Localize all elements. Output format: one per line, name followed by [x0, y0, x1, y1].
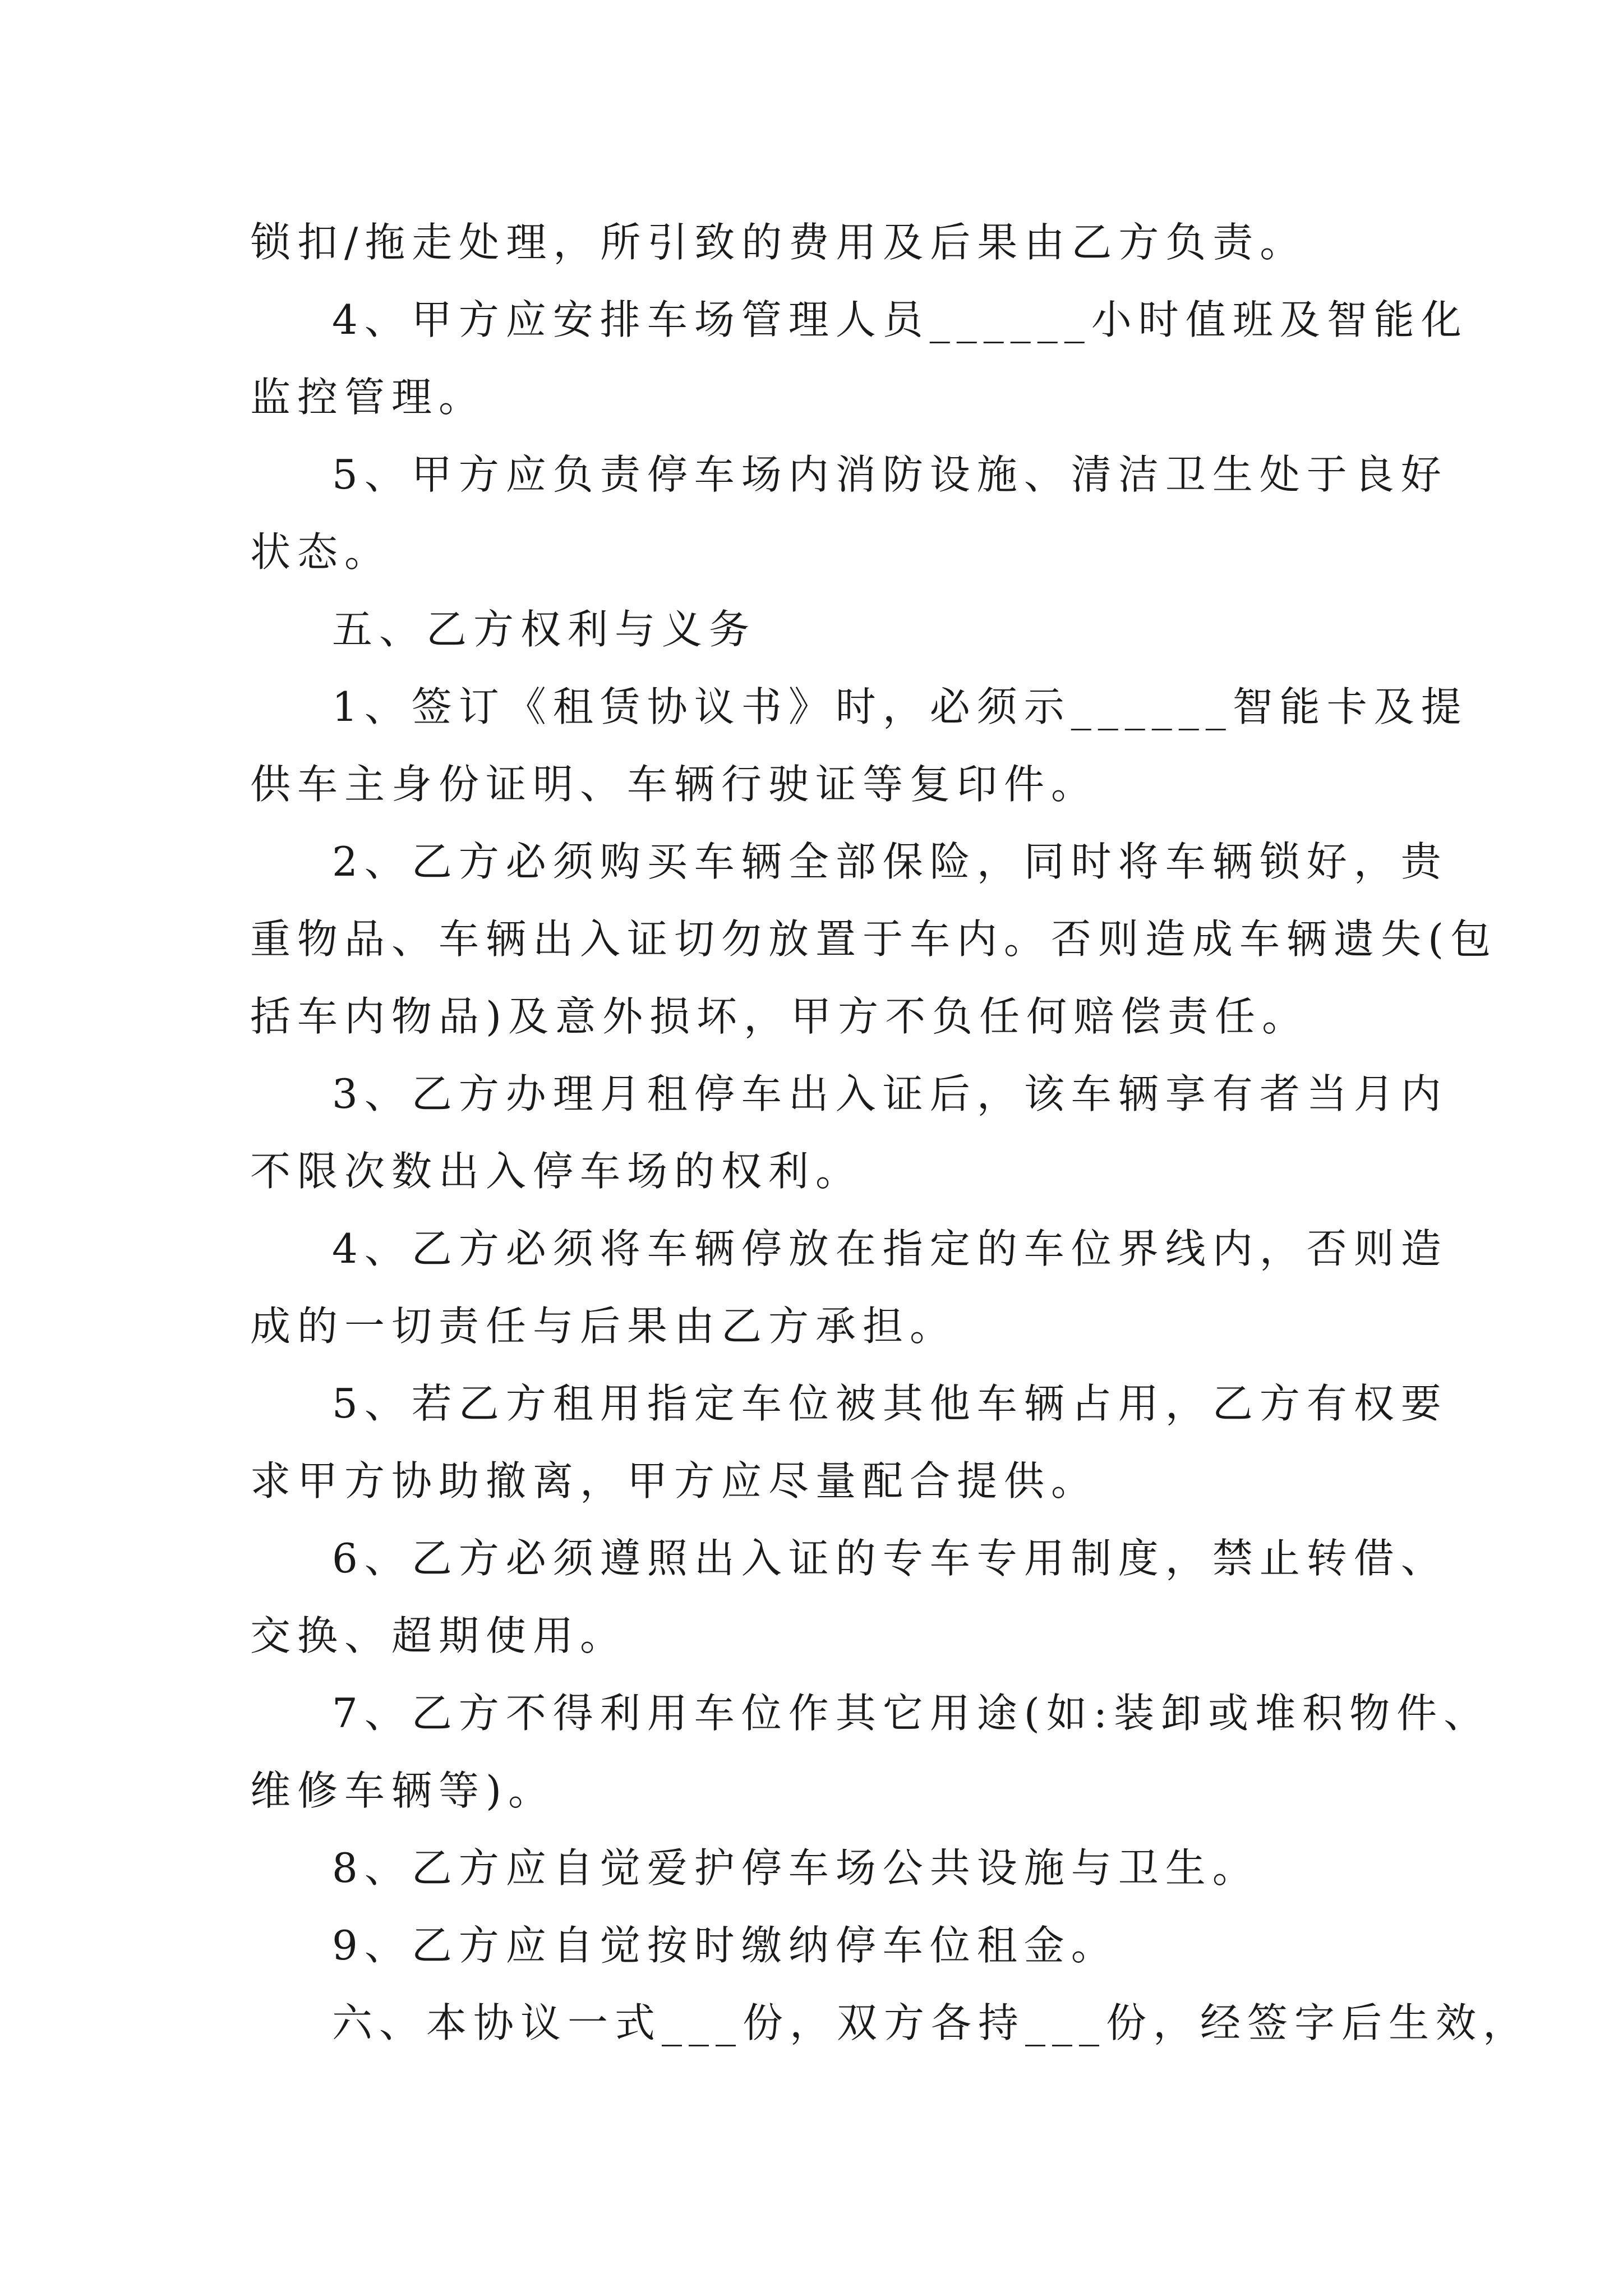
text-line: 7、乙方不得利用车位作其它用途(如:装卸或堆积物件、: [332, 1690, 1491, 1737]
text-line: 9、乙方应自觉按时缴纳停车位租金。: [332, 1922, 1118, 1969]
text-line: 5、若乙方租用指定车位被其他车辆占用，乙方有权要: [332, 1380, 1448, 1427]
text-line: 求甲方协助撤离，甲方应尽量配合提供。: [250, 1457, 1099, 1504]
text-line: 4、乙方必须将车辆停放在指定的车位界线内，否则造: [332, 1225, 1448, 1272]
section-heading: 五、乙方权利与义务: [332, 606, 757, 653]
document-body: [250, 204, 1530, 2062]
text-line: 监控管理。: [250, 374, 486, 421]
text-line: 重物品、车辆出入证切勿放置于车内。否则造成车辆遗失(包: [250, 915, 1498, 963]
text-line: 5、甲方应负责停车场内消防设施、清洁卫生处于良好: [332, 451, 1448, 498]
text-line: 供车主身份证明、车辆行驶证等复印件。: [250, 761, 1099, 808]
text-line: 2、乙方必须购买车辆全部保险，同时将车辆锁好，贵: [332, 838, 1448, 885]
text-line: 4、甲方应安排车场管理人员______小时值班及智能化: [332, 296, 1468, 343]
text-line: 不限次数出入停车场的权利。: [250, 1148, 863, 1195]
text-line: 锁扣/拖走处理，所引致的费用及后果由乙方负责。: [250, 219, 1307, 266]
text-line: 括车内物品)及意外损坏，甲方不负任何赔偿责任。: [250, 993, 1310, 1040]
text-line: 3、乙方办理月租停车出入证后，该车辆享有者当月内: [332, 1070, 1448, 1117]
text-line: 成的一切责任与后果由乙方承担。: [250, 1303, 957, 1350]
text-line: 1、签订《租赁协议书》时，必须示______智能卡及提: [332, 683, 1468, 730]
text-line: 6、乙方必须遵照出入证的专车专用制度，禁止转借、: [332, 1535, 1448, 1582]
text-line: 交换、超期使用。: [250, 1612, 628, 1659]
text-line: 8、乙方应自觉爱护停车场公共设施与卫生。: [332, 1844, 1260, 1892]
text-line: 维修车辆等)。: [250, 1767, 556, 1814]
text-line: 状态。: [250, 528, 392, 576]
section-heading: 六、本协议一式___份，双方各持___份，经签字后生效，: [332, 1999, 1530, 2046]
